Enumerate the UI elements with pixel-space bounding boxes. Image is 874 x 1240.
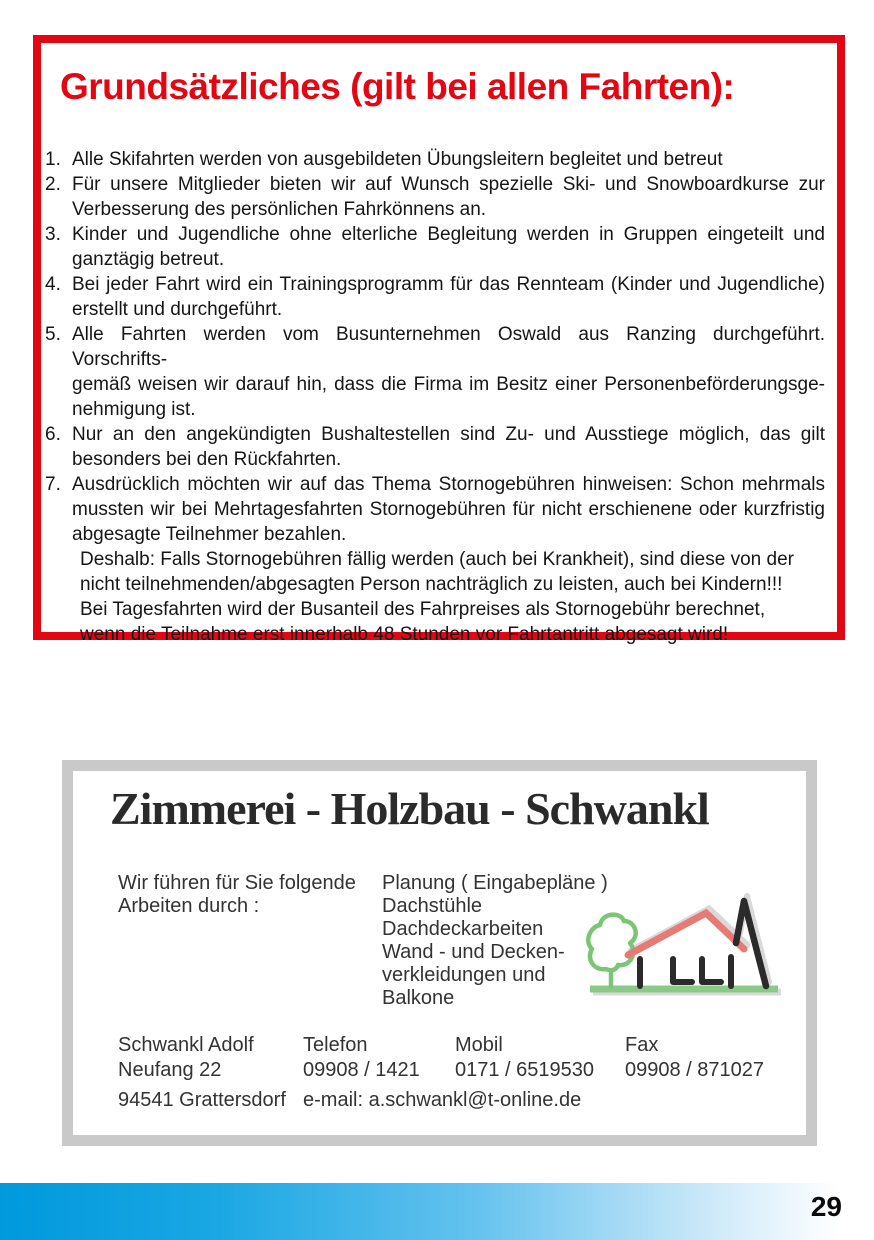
list-item-line: mussten wir bei Mehrtagesfahrten Stornogebühren für nicht erschienene oder kurzfristig: [72, 499, 825, 520]
mobile-number: 0171 / 6519530: [455, 1059, 595, 1081]
phone-label: Telefon: [303, 1034, 368, 1056]
fax-number: 09908 / 871027: [625, 1059, 765, 1081]
list-item-line: ganztägig betreut.: [72, 249, 225, 270]
ad-service-item: verkleidungen und: [382, 964, 546, 986]
advertisement-box: [62, 760, 817, 1146]
contact-name: Schwankl Adolf: [118, 1034, 254, 1056]
list-item-number: 6.: [45, 424, 61, 445]
list-item-line: Verbesserung des persönlichen Fahrkönnens an.: [72, 199, 487, 220]
list-item-number: 2.: [45, 174, 61, 195]
list-item-number: 3.: [45, 224, 61, 245]
cancellation-note: [80, 547, 822, 647]
list-item-line: abgesagte Teilnehmer bezahlen.: [72, 524, 347, 545]
list-item-line: nehmigung ist.: [72, 399, 196, 420]
list-item-number: 7.: [45, 474, 61, 495]
list-item-line: Für unsere Mitglieder bieten wir auf Wunsch spezielle Ski- und Snowboardkurse zur: [72, 174, 825, 195]
list-item: [45, 472, 825, 547]
list-item-line: Alle Fahrten werden vom Busunternehmen Oswald aus Ranzing durchgeführt. Vorschrifts-: [72, 324, 825, 370]
list-item: [45, 172, 825, 222]
contact-city: 94541 Grattersdorf: [118, 1089, 286, 1111]
list-item-line: Bei jeder Fahrt wird ein Trainingsprogramm für das Rennteam (Kinder und Jugendliche): [72, 274, 825, 295]
advertisement-title: Zimmerei - Holzbau - Schwankl: [110, 783, 709, 834]
note-line: wenn die Teilnahme erst innerhalb 48 Stunden vor Fahrtantritt abgesagt wird!: [80, 624, 729, 645]
ad-service-item: Dachdeckarbeiten: [382, 918, 544, 940]
list-item-line: besonders bei den Rückfahrten.: [72, 449, 342, 470]
ad-services-list: [382, 872, 608, 1010]
list-item: [45, 147, 825, 172]
note-line: nicht teilnehmenden/abgesagten Person nachträglich zu leisten, auch bei Kindern!!!: [80, 574, 783, 595]
footer-gradient-bar: [0, 1183, 874, 1240]
list-item-line: gemäß weisen wir darauf hin, dass die Firma im Besitz einer Personenbeförderungsge-: [72, 374, 825, 395]
list-item-line: Alle Skifahrten werden von ausgebildeten Übungsleitern begleitet und betreut: [72, 149, 723, 170]
ad-service-item: Dachstühle: [382, 895, 483, 917]
fax-label: Fax: [625, 1034, 659, 1056]
ad-intro-line: Wir führen für Sie folgende: [118, 872, 356, 894]
list-item-number: 1.: [45, 149, 61, 170]
ad-service-item: Balkone: [382, 987, 455, 1009]
list-item-number: 5.: [45, 324, 61, 345]
list-item-number: 4.: [45, 274, 61, 295]
phone-number: 09908 / 1421: [303, 1059, 420, 1081]
list-item: [45, 272, 825, 322]
info-box: [33, 35, 845, 645]
page-number: 29: [810, 1191, 842, 1222]
ad-intro-text: [118, 872, 356, 918]
ad-service-item: Planung ( Eingabepläne ): [382, 872, 608, 894]
list-item: [45, 422, 825, 472]
ad-service-item: Wand - und Decken-: [382, 941, 565, 963]
info-box-title: Grundsätzliches (gilt bei allen Fahrten):: [60, 66, 735, 107]
list-item: [45, 222, 825, 272]
note-line: Deshalb: Falls Stornogebühren fällig werden (auch bei Krankheit), sind diese von der: [80, 549, 794, 570]
ad-intro-line: Arbeiten durch :: [118, 895, 260, 917]
house-tree-logo-icon: [578, 891, 793, 1003]
mobile-label: Mobil: [455, 1034, 503, 1056]
contact-street: Neufang 22: [118, 1059, 222, 1081]
list-item-line: erstellt und durchgeführt.: [72, 299, 283, 320]
note-line: Bei Tagesfahrten wird der Busanteil des Fahrpreises als Stornogebühr berechnet,: [80, 599, 766, 620]
list-item-line: Nur an den angekündigten Bushaltestellen sind Zu- und Ausstiege möglich, das gilt: [72, 424, 825, 445]
rules-list: [45, 147, 825, 647]
list-item-line: Kinder und Jugendliche ohne elterliche Begleitung werden in Gruppen eingeteilt und: [72, 224, 825, 245]
email-address: e-mail: a.schwankl@t-online.de: [303, 1089, 582, 1111]
list-item-line: Ausdrücklich möchten wir auf das Thema Stornogebühren hinweisen: Schon mehrmals: [72, 474, 825, 495]
list-item: [45, 322, 825, 422]
